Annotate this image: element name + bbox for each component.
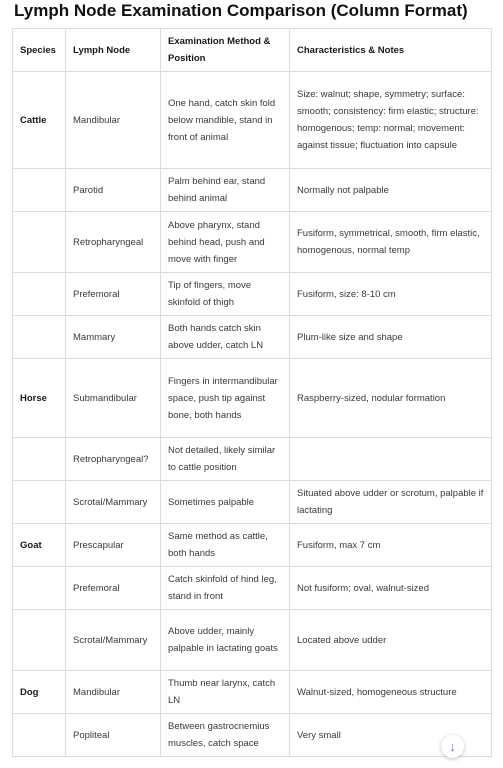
- cell-method: Palm behind ear, stand behind animal: [161, 169, 290, 212]
- table-row: [13, 610, 492, 671]
- cell-method: One hand, catch skin fold below mandible, stand in front of animal: [161, 72, 290, 169]
- table-row: [13, 273, 492, 316]
- table-row: [13, 714, 492, 757]
- header-lymph-node: Lymph Node: [66, 29, 161, 72]
- cell-notes: Fusiform, size: 8-10 cm: [290, 273, 492, 316]
- cell-species: [13, 567, 66, 610]
- cell-species: [13, 212, 66, 273]
- cell-node: Mammary: [66, 316, 161, 359]
- cell-species: Goat: [13, 524, 66, 567]
- table-row: [13, 567, 492, 610]
- cell-node: Parotid: [66, 169, 161, 212]
- cell-species: [13, 610, 66, 671]
- cell-species: [13, 481, 66, 524]
- cell-node: Retropharyngeal?: [66, 438, 161, 481]
- cell-notes: Situated above udder or scrotum, palpable if lactating: [290, 481, 492, 524]
- cell-node: Scrotal/Mammary: [66, 481, 161, 524]
- table-header-row: [13, 29, 492, 72]
- cell-species: [13, 438, 66, 481]
- header-notes: Characteristics & Notes: [290, 29, 492, 72]
- table-row: [13, 438, 492, 481]
- cell-method: Both hands catch skin above udder, catch LN: [161, 316, 290, 359]
- cell-notes: [290, 438, 492, 481]
- cell-species: [13, 316, 66, 359]
- cell-method: Not detailed, likely similar to cattle position: [161, 438, 290, 481]
- table-row: [13, 169, 492, 212]
- cell-species: [13, 714, 66, 757]
- table-row: [13, 212, 492, 273]
- cell-notes: Plum-like size and shape: [290, 316, 492, 359]
- cell-method: Catch skinfold of hind leg, stand in front: [161, 567, 290, 610]
- page-title: Lymph Node Examination Comparison (Column Format): [14, 1, 468, 20]
- cell-notes: Fusiform, max 7 cm: [290, 524, 492, 567]
- cell-notes: Located above udder: [290, 610, 492, 671]
- cell-node: Retropharyngeal: [66, 212, 161, 273]
- cell-notes: Not fusiform; oval, walnut-sized: [290, 567, 492, 610]
- cell-notes: Normally not palpable: [290, 169, 492, 212]
- cell-node: Popliteal: [66, 714, 161, 757]
- cell-node: Mandibular: [66, 72, 161, 169]
- cell-species: Dog: [13, 671, 66, 714]
- scroll-to-bottom-button[interactable]: [441, 735, 464, 758]
- cell-node: Scrotal/Mammary: [66, 610, 161, 671]
- table-row: [13, 671, 492, 714]
- table-container: [12, 28, 492, 768]
- cell-method: Fingers in intermandibular space, push tip against bone, both hands: [161, 359, 290, 438]
- cell-species: [13, 273, 66, 316]
- arrow-down-icon: ↓: [449, 739, 456, 754]
- cell-method: Tip of fingers, move skinfold of thigh: [161, 273, 290, 316]
- header-method: Examination Method & Position: [161, 29, 290, 72]
- table-row: [13, 524, 492, 567]
- cell-method: Above pharynx, stand behind head, push and move with finger: [161, 212, 290, 273]
- cell-notes: Walnut-sized, homogeneous structure: [290, 671, 492, 714]
- cell-notes: Fusiform, symmetrical, smooth, firm elastic, homogenous, normal temp: [290, 212, 492, 273]
- cell-species: Cattle: [13, 72, 66, 169]
- cell-node: Prefemoral: [66, 567, 161, 610]
- header-species: Species: [13, 29, 66, 72]
- table-row: [13, 72, 492, 169]
- cell-node: Prescapular: [66, 524, 161, 567]
- table-row: [13, 481, 492, 524]
- comparison-table: [12, 28, 492, 757]
- cell-notes: Size: walnut; shape, symmetry; surface: smooth; consistency: firm elastic; structure: homogenous; temp: normal; movement: against tissue; fluctuation into capsule: [290, 72, 492, 169]
- cell-species: [13, 169, 66, 212]
- cell-method: Between gastrocnemius muscles, catch space: [161, 714, 290, 757]
- cell-node: Prefemoral: [66, 273, 161, 316]
- table-row: [13, 359, 492, 438]
- cell-species: Horse: [13, 359, 66, 438]
- table-row: [13, 316, 492, 359]
- cell-method: Sometimes palpable: [161, 481, 290, 524]
- cell-method: Above udder, mainly palpable in lactating goats: [161, 610, 290, 671]
- cell-node: Mandibular: [66, 671, 161, 714]
- cell-notes: Very small: [290, 714, 492, 757]
- cell-notes: Raspberry-sized, nodular formation: [290, 359, 492, 438]
- cell-method: Thumb near larynx, catch LN: [161, 671, 290, 714]
- cell-node: Submandibular: [66, 359, 161, 438]
- cell-method: Same method as cattle, both hands: [161, 524, 290, 567]
